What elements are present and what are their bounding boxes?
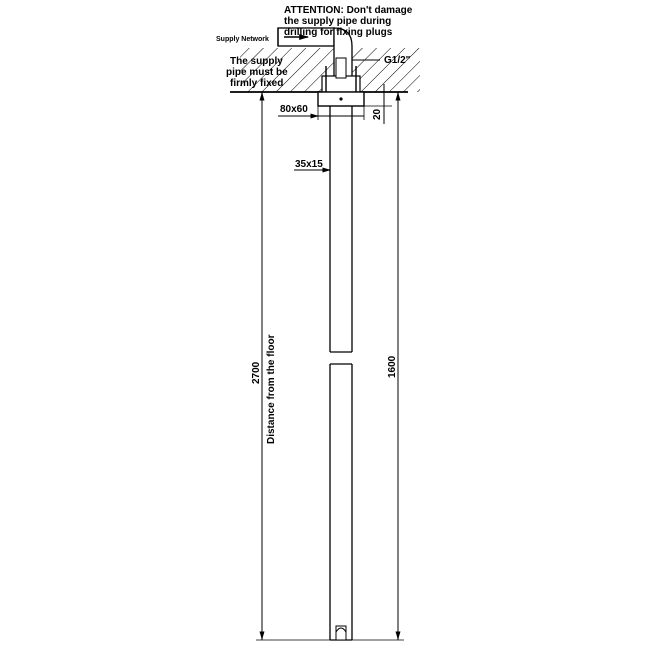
plate-size-label: 80x60 (280, 104, 308, 115)
distance-floor-label: Distance from the floor (266, 334, 277, 444)
attention-line-3: drilling for fixing plugs (284, 27, 393, 38)
attention-note (284, 5, 413, 38)
thread-label: G1/2" (384, 55, 411, 66)
fixed-note (226, 56, 288, 89)
attention-line-1: ATTENTION: Don't damage (284, 5, 413, 16)
total-height-label: 2700 (251, 361, 262, 384)
fixed-line-3: firmly fixed (230, 78, 284, 89)
shower-tube (330, 106, 352, 640)
shower-length-label: 1600 (387, 355, 398, 378)
fixed-line-1: The supply (230, 56, 283, 67)
supply-network-label: Supply Network (216, 36, 269, 43)
fixed-line-2: pipe must be (226, 67, 288, 78)
attention-line-2: the supply pipe during (284, 16, 392, 27)
plate-height-label: 20 (372, 108, 383, 120)
tube-size-label: 35x15 (295, 159, 323, 170)
wall-plate (318, 92, 364, 106)
shower-outlet (336, 626, 346, 640)
